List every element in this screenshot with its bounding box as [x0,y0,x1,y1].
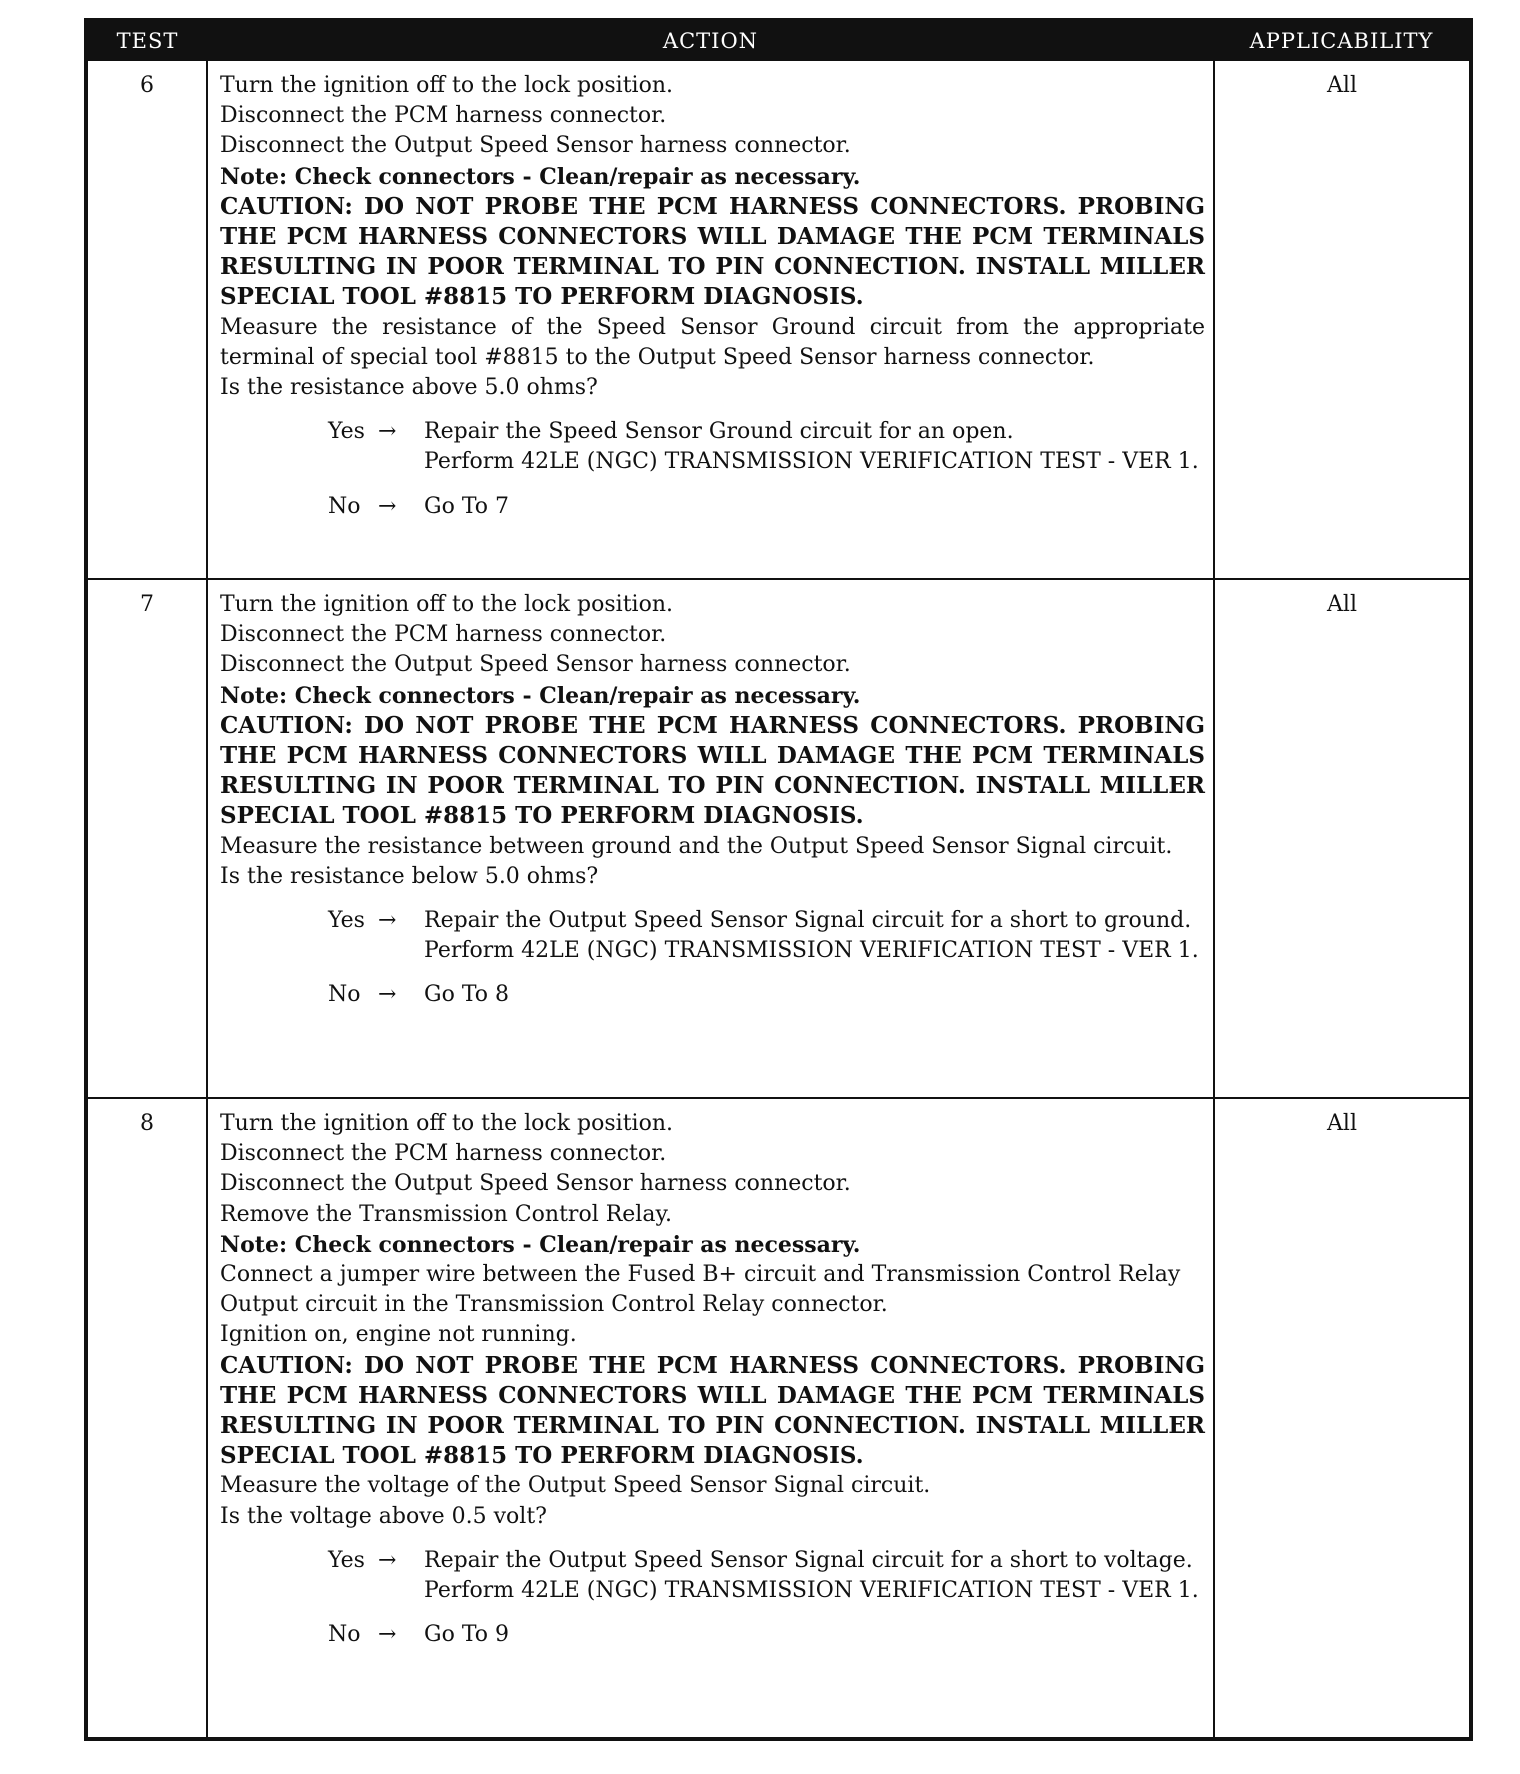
applicability-value: All [1214,1098,1471,1739]
no-answer [328,980,1215,1010]
steps-middle-line: Ignition on, engine not running. [220,1322,577,1348]
measure-instruction: Measure the resistance of the Speed Sensor Ground circuit from the appropriate terminal of special tool #8815 to the Output Speed Sensor harness connector. [220,314,1205,370]
steps-before [220,590,1205,681]
test-number: 8 [86,1098,207,1739]
header-applicability: APPLICABILITY [1214,20,1471,60]
yes-lines-line: Repair the Speed Sensor Ground circuit for an open. [424,419,1014,445]
arrow-icon: → [378,908,397,934]
steps-before-line: Disconnect the Output Speed Sensor harness connector. [220,133,851,159]
no-label: No [328,982,361,1008]
action-cell [207,60,1214,579]
arrow-icon: → [378,982,397,1008]
question-text: Is the voltage above 0.5 volt? [220,1503,547,1529]
test-number: 6 [86,60,207,579]
note-text: Note: Check connectors - Clean/repair as necessary. [220,163,861,190]
caution-text: CAUTION: DO NOT PROBE THE PCM HARNESS CONNECTORS. PROBING THE PCM HARNESS CONNECTORS WILL DAMAGE THE PCM TERMINALS RESULTING IN POOR TERMINAL TO PIN CONNECTION. INSTALL MILLER SPECIAL TOOL #8815 TO PERFORM DIAGNOSIS. [220,711,1205,830]
yes-lines-line: Repair the Output Speed Sensor Signal circuit for a short to voltage. [424,1547,1193,1573]
arrow-icon: → [378,493,397,519]
diagnostic-document [84,18,1469,1741]
steps-before-line: Turn the ignition off to the lock position. [220,1111,673,1136]
yes-label: Yes [328,1547,365,1573]
caution-text: CAUTION: DO NOT PROBE THE PCM HARNESS CONNECTORS. PROBING THE PCM HARNESS CONNECTORS WILL DAMAGE THE PCM TERMINALS RESULTING IN POOR TERMINAL TO PIN CONNECTION. INSTALL MILLER SPECIAL TOOL #8815 TO PERFORM DIAGNOSIS. [220,1351,1205,1470]
caution-text: CAUTION: DO NOT PROBE THE PCM HARNESS CONNECTORS. PROBING THE PCM HARNESS CONNECTORS WILL DAMAGE THE PCM TERMINALS RESULTING IN POOR TERMINAL TO PIN CONNECTION. INSTALL MILLER SPECIAL TOOL #8815 TO PERFORM DIAGNOSIS. [220,192,1205,311]
yes-result [424,1546,1215,1606]
no-answer [328,492,1215,522]
steps-middle [220,1260,1205,1351]
no-label: No [328,493,361,519]
test-row-7 [86,579,1471,1098]
yes-label: Yes [328,908,365,934]
steps-before-line: Disconnect the PCM harness connector. [220,1141,667,1167]
table-body [86,60,1471,1739]
steps-before-line: Disconnect the PCM harness connector. [220,622,667,648]
note-text: Note: Check connectors - Clean/repair as necessary. [220,1231,861,1258]
header-test: TEST [86,20,207,60]
yes-result [424,417,1215,477]
yes-result [424,906,1215,966]
test-number: 7 [86,579,207,1098]
no-result: Go To 7 [424,493,510,519]
yes-lines-line: Repair the Output Speed Sensor Signal circuit for a short to ground. [424,908,1192,934]
yes-answer [328,1546,1215,1606]
header-action: ACTION [207,20,1214,60]
yes-lines-line: Perform 42LE (NGC) TRANSMISSION VERIFICATION TEST - VER 1. [424,449,1199,475]
steps-before-line: Disconnect the Output Speed Sensor harness connector. [220,1171,851,1197]
answer-block [328,906,1215,1011]
yes-lines-line: Perform 42LE (NGC) TRANSMISSION VERIFICATION TEST - VER 1. [424,1578,1199,1604]
arrow-icon: → [378,1622,397,1648]
yes-answer [328,417,1215,477]
applicability-value: All [1214,579,1471,1098]
no-label: No [328,1622,361,1648]
test-row-6 [86,60,1471,579]
yes-answer [328,906,1215,966]
note-text: Note: Check connectors - Clean/repair as necessary. [220,682,861,709]
steps-middle-line: Connect a jumper wire between the Fused B+ circuit and Transmission Control Relay Output circuit in the Transmission Control Relay connector. [220,1262,1181,1318]
answer-block [328,1546,1215,1651]
steps-before-line: Remove the Transmission Control Relay. [220,1201,672,1227]
steps-before-line: Disconnect the Output Speed Sensor harness connector. [220,652,851,678]
question-text: Is the resistance above 5.0 ohms? [220,375,598,401]
arrow-icon: → [378,1547,397,1573]
yes-lines-line: Perform 42LE (NGC) TRANSMISSION VERIFICATION TEST - VER 1. [424,938,1199,964]
action-cell [207,579,1214,1098]
measure-instruction: Measure the voltage of the Output Speed Sensor Signal circuit. [220,1473,931,1499]
steps-before-line: Turn the ignition off to the lock position. [220,73,673,98]
test-row-8 [86,1098,1471,1739]
applicability-value: All [1214,60,1471,579]
no-result: Go To 9 [424,1622,510,1648]
steps-before-line: Turn the ignition off to the lock position. [220,592,673,617]
diagnostic-test-table [84,18,1473,1741]
no-result: Go To 8 [424,982,510,1008]
steps-before-line: Disconnect the PCM harness connector. [220,103,667,129]
arrow-icon: → [378,419,397,445]
table-header-row [86,20,1471,60]
answer-block [328,417,1215,522]
steps-before [220,1109,1205,1230]
measure-instruction: Measure the resistance between ground and the Output Speed Sensor Signal circuit. [220,833,1173,859]
yes-label: Yes [328,419,365,445]
action-cell [207,1098,1214,1739]
no-answer [328,1620,1215,1650]
question-text: Is the resistance below 5.0 ohms? [220,863,599,889]
steps-before [220,71,1205,162]
